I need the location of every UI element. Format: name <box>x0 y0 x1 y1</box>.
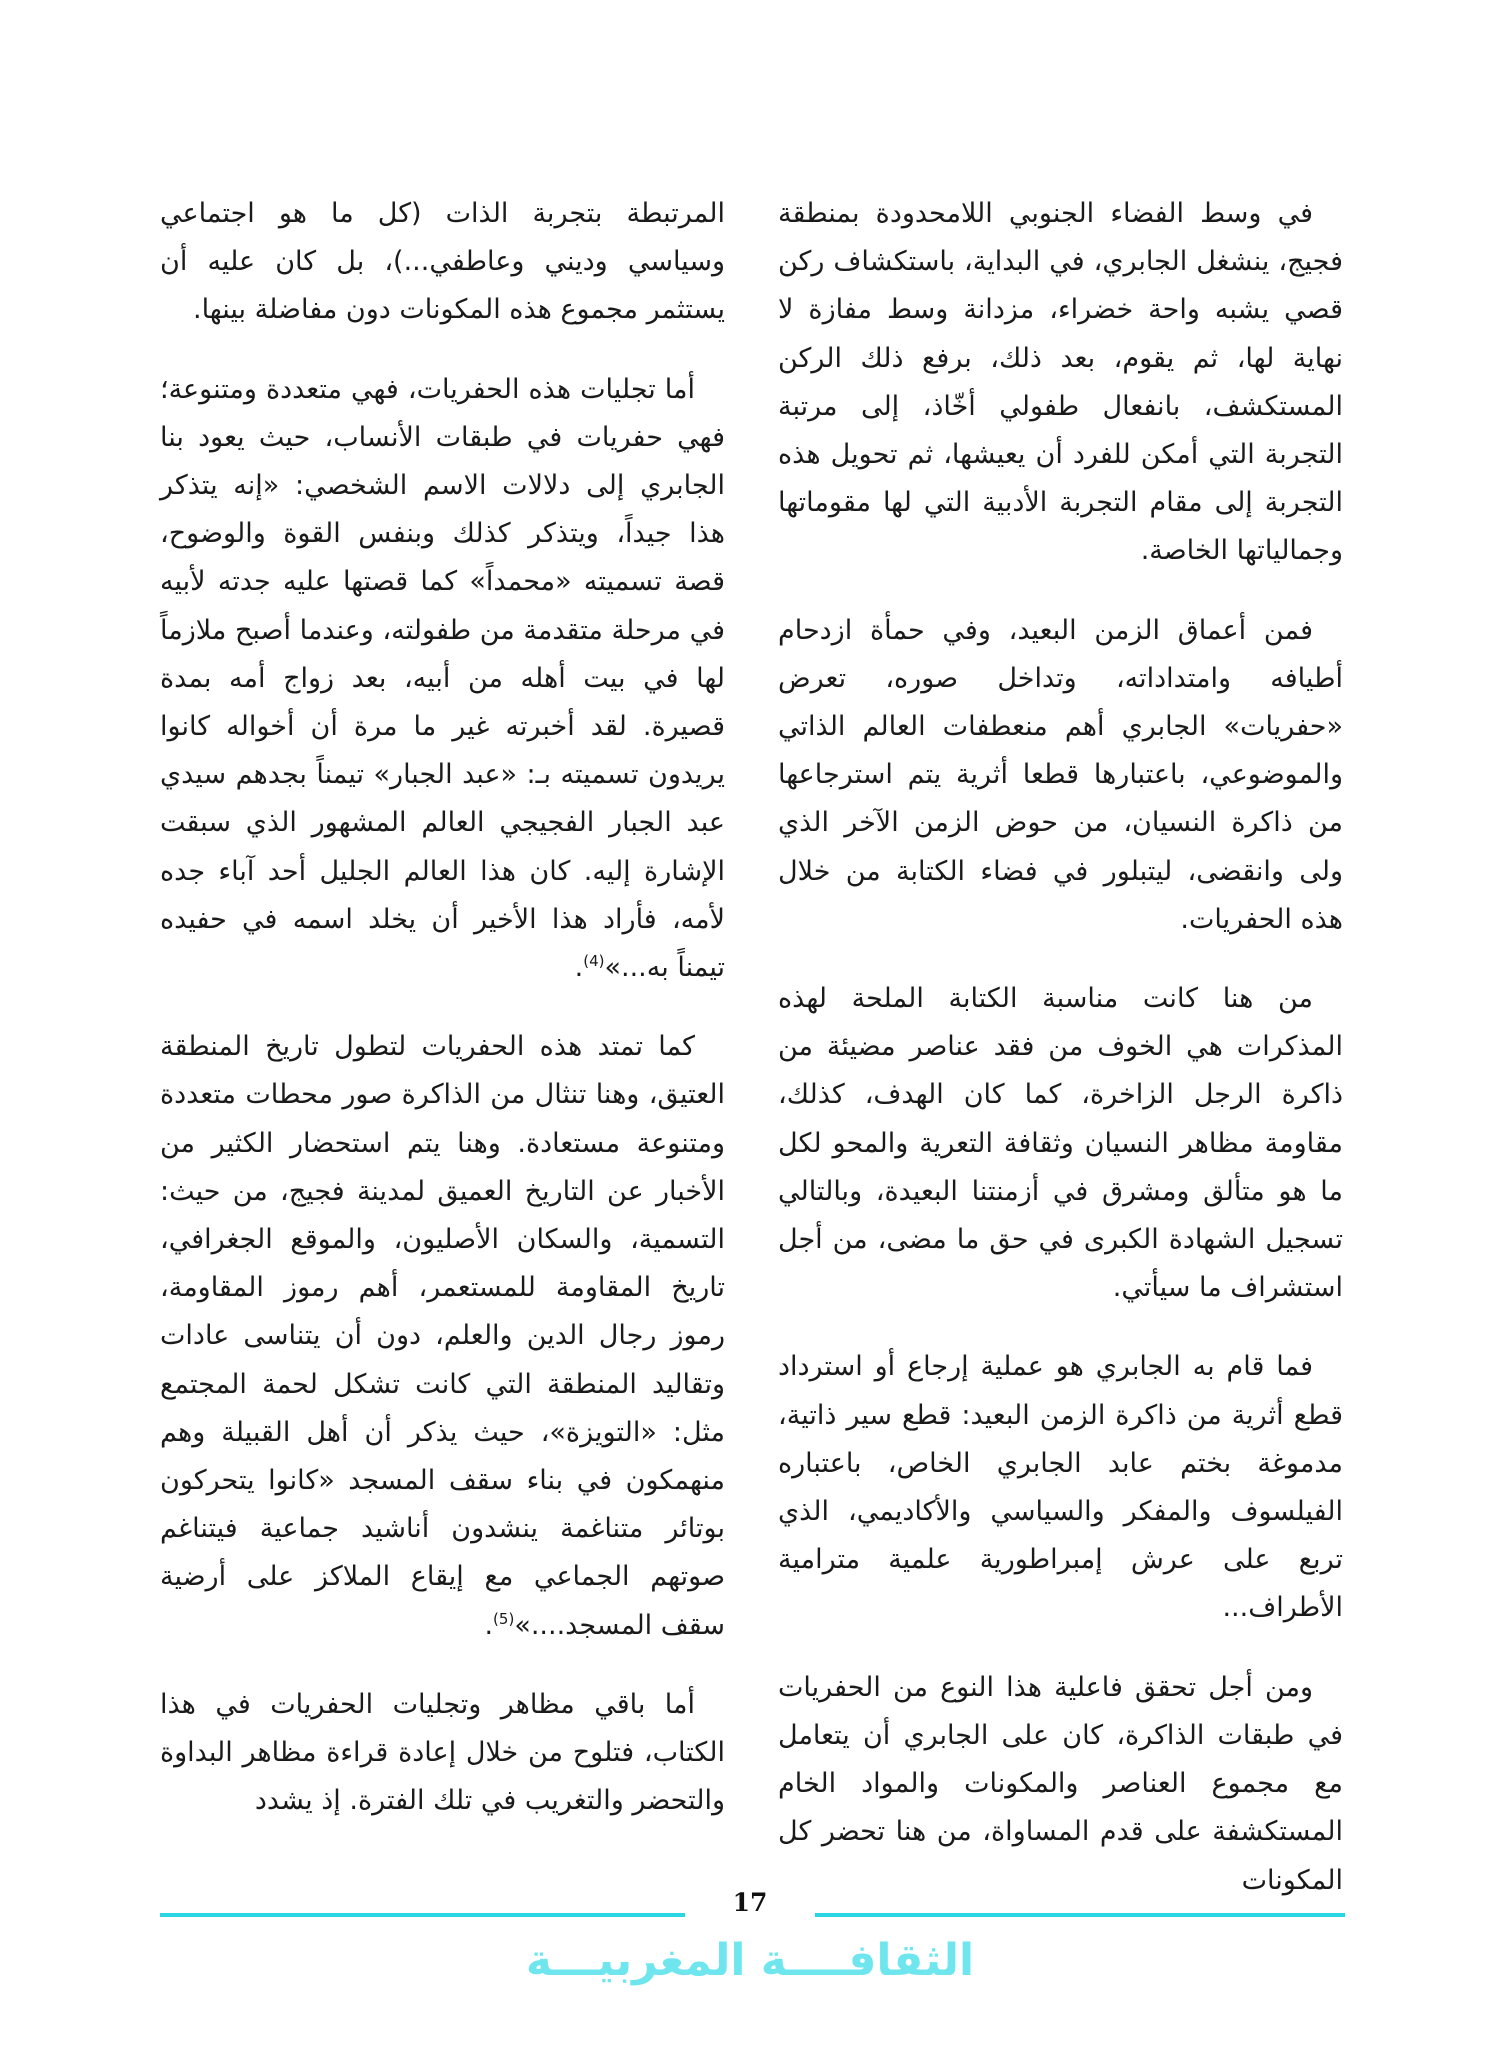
left-column <box>160 190 725 1857</box>
paragraph: في وسط الفضاء الجنوبي اللامحدودة بمنطقة فجيج، ينشغل الجابري، في البداية، باستكشاف ركن قصي يشبه واحة خضراء، مزدانة وسط مفازة لا نهاية لها، ثم يقوم، بعد ذلك، برفع ذلك الركن المستكشف، بانفعال طفولي أخّاذ، إلى مرتبة التجربة التي أمكن للفرد أن يعيشها، ثم تحويل هذه التجربة إلى مقام التجربة الأدبية التي لها مقوماتها وجمالياتها الخاصة. <box>778 198 1343 567</box>
paragraph-text: أما تجليات هذه الحفريات، فهي متعددة ومتنوعة؛ فهي حفريات في طبقات الأنساب، حيث يعود بنا الجابري إلى دلالات الاسم الشخصي: «إنه يتذكر هذا جيداً، ويتذكر كذلك وبنفس القوة والوضوح، قصة تسميته «محمداً» كما قصتها عليه جدته لأبيه في مرحلة متقدمة من طفولته، وعندما أصبح ملازماً لها في بيت أهله من أبيه، بعد زواج أمه بمدة قصيرة. لقد أخبرته غير ما مرة أن أخواله كانوا يريدون تسميته بـ: «عبد الجبار» تيمناً بجدهم سيدي عبد الجبار الفجيجي العالم المشهور الذي سبقت الإشارة إليه. كان هذا العالم الجليل أحد آباء جده لأمه، فأراد هذا الأخير أن يخلد اسمه في حفيده تيمناً به...» <box>160 373 725 984</box>
footnote-ref-4[interactable]: (4) <box>583 952 605 971</box>
paragraph-continued: المرتبطة بتجربة الذات (كل ما هو اجتماعي وسياسي وديني وعاطفي...)، بل كان عليه أن يستثمر مجموع هذه المكونات دون مفاضلة بينها. <box>160 198 725 326</box>
paragraph: كما تمتد هذه الحفريات لتطول تاريخ المنطقة العتيق، وهنا تنثال من الذاكرة صور محطات متعددة ومتنوعة مستعادة. وهنا يتم استحضار الكثير من الأخبار عن التاريخ العميق لمدينة فجيج، من حيث: التسمية، والسكان الأصليون، والموقع الجغرافي، تاريخ المقاومة للمستعمر، أهم رموز المقاومة، رموز رجال الدين والعلم، دون أن يتناسى عادات وتقاليد المنطقة التي كانت تشكل لحمة المجتمع مثل: «التويزة»، حيث يذكر أن أهل القبيلة وهم منهمكون في بناء سقف المسجد «كانوا يتحركون بوتائر متناغمة ينشدون أناشيد جماعية فيتناغم صوتهم الجماعي مع إيقاع الملاكز على أرضية سقف المسجد....»$^{(5)}$. <box>160 1031 725 1641</box>
right-column <box>778 190 1343 1936</box>
paragraph-text: كما تمتد هذه الحفريات لتطول تاريخ المنطقة العتيق، وهنا تنثال من الذاكرة صور محطات متعددة ومتنوعة مستعادة. وهنا يتم استحضار الكثير من الأخبار عن التاريخ العميق لمدينة فجيج، من حيث: التسمية، والسكان الأصليون، والموقع الجغرافي، تاريخ المقاومة للمستعمر، أهم رموز المقاومة، رموز رجال الدين والعلم، دون أن يتناسى عادات وتقاليد المنطقة التي كانت تشكل لحمة المجتمع مثل: «التويزة»، حيث يذكر أن أهل القبيلة وهم منهمكون في بناء سقف المسجد «كانوا يتحركون بوتائر متناغمة ينشدون أناشيد جماعية فيتناغم صوتهم الجماعي مع إيقاع الملاكز على أرضية سقف المسجد....» <box>160 1031 725 1641</box>
paragraph: فمن أعماق الزمن البعيد، وفي حمأة ازدحام أطيافه وامتداداته، وتداخل صوره، تعرض «حفريات» الجابري أهم منعطفات العالم الذاتي والموضوعي، باعتبارها قطعا أثرية يتم استرجاعها من ذاكرة النسيان، من حوض الزمن الآخر الذي ولى وانقضى، ليتبلور في فضاء الكتابة من خلال هذه الحفريات. <box>778 614 1343 935</box>
footnote-ref-5[interactable]: (5) <box>493 1609 515 1628</box>
footer-rule-left <box>160 1913 685 1917</box>
paragraph: أما باقي مظاهر وتجليات الحفريات في هذا الكتاب، فتلوح من خلال إعادة قراءة مظاهر البداوة والتحضر والتغريب في تلك الفترة. إذ يشدد <box>160 1688 725 1817</box>
paragraph: فما قام به الجابري هو عملية إرجاع أو استرداد قطع أثرية من ذاكرة الزمن البعيد: قطع سير ذاتية، مدموغة بختم عابد الجابري الخاص، باعتباره الفيلسوف والمفكر والسياسي والأكاديمي، الذي تربع على عرش إمبراطورية علمية مترامية الأطراف... <box>778 1351 1343 1624</box>
paragraph: أما تجليات هذه الحفريات، فهي متعددة ومتنوعة؛ فهي حفريات في طبقات الأنساب، حيث يعود بنا الجابري إلى دلالات الاسم الشخصي: «إنه يتذكر هذا جيداً، ويتذكر كذلك وبنفس القوة والوضوح، قصة تسميته «محمداً» كما قصتها عليه جدته لأبيه في مرحلة متقدمة من طفولته، وعندما أصبح ملازماً لها في بيت أهله من أبيه، بعد زواج أمه بمدة قصيرة. لقد أخبرته غير ما مرة أن أخواله كانوا يريدون تسميته بـ: «عبد الجبار» تيمناً بجدهم سيدي عبد الجبار الفجيجي العالم المشهور الذي سبقت الإشارة إليه. كان هذا العالم الجليل أحد آباء جده لأمه، فأراد هذا الأخير أن يخلد اسمه في حفيده تيمناً به...»$^{(4)}$. <box>160 373 725 984</box>
paragraph: من هنا كانت مناسبة الكتابة الملحة لهذه المذكرات هي الخوف من فقد عناصر مضيئة من ذاكرة الرجل الزاخرة، كما كان الهدف، كذلك، مقاومة مظاهر النسيان وثقافة التعرية والمحو لكل ما هو متألق ومشرق في أزمنتنا البعيدة، وبالتالي تسجيل الشهادة الكبرى في حق ما مضى، من أجل استشراف ما سيأتي. <box>778 983 1343 1304</box>
paragraph: ومن أجل تحقق فاعلية هذا النوع من الحفريات في طبقات الذاكرة، كان على الجابري أن يتعامل مع مجموع العناصر والمكونات والمواد الخام المستكشفة على قدم المساواة، من هنا تحضر كل المكونات <box>778 1671 1343 1896</box>
page-number: 17 <box>732 1888 768 1917</box>
footer-rule-right <box>815 1913 1345 1917</box>
magazine-title: الثقافــــة المغربيـــة <box>525 1935 975 1986</box>
